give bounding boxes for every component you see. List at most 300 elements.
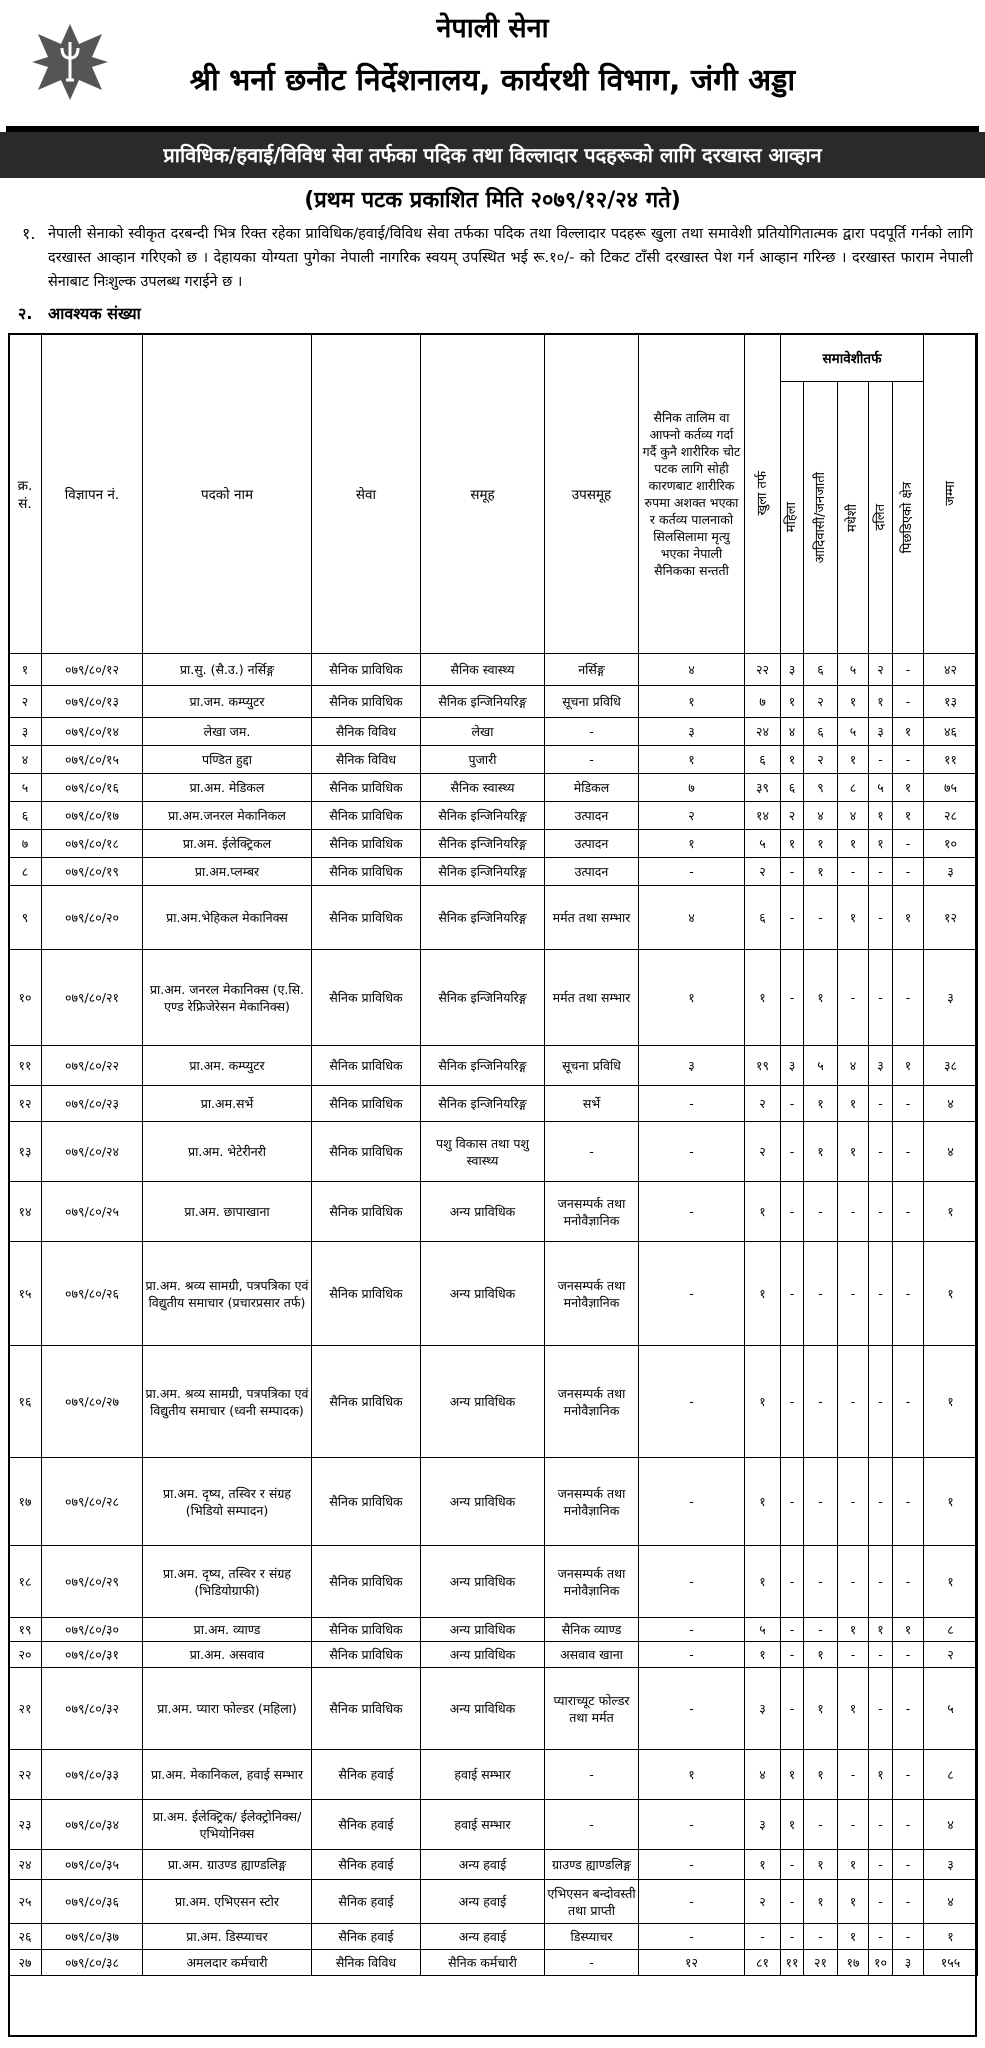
cell-dalit: - (869, 1924, 893, 1950)
cell-madhesi: १ (838, 746, 869, 774)
cell-madhesi: - (838, 1346, 869, 1458)
cell-post: प्रा.अम.भेहिकल मेकानिक्स (143, 886, 312, 950)
cell-sn: २१ (9, 1668, 42, 1750)
table-row (9, 1618, 978, 1642)
cell-adivasi: - (804, 1182, 838, 1242)
cell-sn: ११ (9, 1046, 42, 1086)
cell-post: प्रा.अम.जनरल मेकानिकल (143, 802, 312, 830)
cell-post: प्रा.अम. जनरल मेकानिक्स (ए.सि. एण्ड रेफ्रिजेरेसन मेकानिक्स) (143, 950, 312, 1046)
cell-backward: - (893, 1924, 924, 1950)
cell-group: अन्य प्राविधिक (421, 1242, 545, 1346)
cell-women: - (781, 1122, 804, 1182)
cell-group: सैनिक इन्जिनियरिङ्ग (421, 1086, 545, 1122)
cell-backward: - (893, 1458, 924, 1546)
cell-note: १ (639, 950, 745, 1046)
cell-dalit: - (869, 1546, 893, 1618)
cell-dalit: - (869, 1800, 893, 1850)
cell-subgroup: उत्पादन (545, 802, 639, 830)
cell-note: - (639, 1642, 745, 1668)
cell-adivasi: १ (804, 1850, 838, 1880)
cell-adivasi: - (804, 1800, 838, 1850)
cell-subgroup: - (545, 1800, 639, 1850)
table-row (9, 1750, 978, 1800)
cell-advt: ०७९/८०/३६ (42, 1880, 143, 1924)
cell-madhesi: १ (838, 1668, 869, 1750)
cell-sn: ३ (9, 718, 42, 746)
cell-total: १ (924, 1346, 978, 1458)
cell-adivasi: ५ (804, 1046, 838, 1086)
cell-group: अन्य प्राविधिक (421, 1546, 545, 1618)
cell-madhesi: - (838, 1182, 869, 1242)
cell-open: - (745, 1924, 781, 1950)
cell-adivasi: - (804, 1618, 838, 1642)
table-row (9, 1122, 978, 1182)
table-row (9, 654, 978, 686)
cell-advt: ०७९/८०/२५ (42, 1182, 143, 1242)
cell-women: - (781, 1086, 804, 1122)
cell-subgroup: - (545, 746, 639, 774)
cell-group: अन्य हवाई (421, 1924, 545, 1950)
cell-subgroup: मर्मत तथा सम्भार (545, 950, 639, 1046)
cell-sn: ७ (9, 830, 42, 858)
vacancy-table (8, 333, 978, 1976)
cell-post: अमलदार कर्मचारी (143, 1950, 312, 1976)
cell-madhesi: १ (838, 1086, 869, 1122)
cell-advt: ०७९/८०/२४ (42, 1122, 143, 1182)
cell-advt: ०७९/८०/३८ (42, 1950, 143, 1976)
cell-adivasi: - (804, 1458, 838, 1546)
cell-note: १ (639, 746, 745, 774)
cell-women: १ (781, 1800, 804, 1850)
cell-dalit: - (869, 1182, 893, 1242)
cell-service: सैनिक प्राविधिक (312, 1458, 421, 1546)
cell-group: सैनिक इन्जिनियरिङ्ग (421, 1046, 545, 1086)
cell-adivasi: २ (804, 746, 838, 774)
cell-group: अन्य प्राविधिक (421, 1346, 545, 1458)
cell-total: १ (924, 1242, 978, 1346)
cell-service: सैनिक हवाई (312, 1800, 421, 1850)
cell-advt: ०७९/८०/३२ (42, 1668, 143, 1750)
section-title: आवश्यक संख्या (48, 304, 141, 323)
cell-subgroup: जनसम्पर्क तथा मनोवैज्ञानिक (545, 1346, 639, 1458)
cell-women: १ (781, 686, 804, 718)
cell-adivasi: - (804, 886, 838, 950)
cell-post: प्रा.अम. दृष्य, तस्विर र संग्रह (भिडियोग्राफी) (143, 1546, 312, 1618)
cell-advt: ०७९/८०/२९ (42, 1546, 143, 1618)
cell-open: २ (745, 1122, 781, 1182)
cell-advt: ०७९/८०/३७ (42, 1924, 143, 1950)
cell-note: - (639, 1346, 745, 1458)
cell-sn: ८ (9, 858, 42, 886)
cell-women: १ (781, 830, 804, 858)
table-row (9, 1850, 978, 1880)
cell-note: ४ (639, 654, 745, 686)
cell-dalit: - (869, 950, 893, 1046)
cell-post: प्रा.अम. ईलेक्ट्रिकल (143, 830, 312, 858)
cell-group: अन्य प्राविधिक (421, 1182, 545, 1242)
cell-madhesi: - (838, 1458, 869, 1546)
cell-note: १२ (639, 1950, 745, 1976)
cell-subgroup: जनसम्पर्क तथा मनोवैज्ञानिक (545, 1546, 639, 1618)
cell-dalit: २ (869, 654, 893, 686)
cell-post: प्रा.अम. भेटेरीनरी (143, 1122, 312, 1182)
col-header-dalit-text: दलित (872, 504, 888, 531)
cell-note: १ (639, 1750, 745, 1800)
cell-post: प्रा.अम. एभिएसन स्टोर (143, 1880, 312, 1924)
cell-madhesi: - (838, 1750, 869, 1800)
cell-backward: - (893, 1668, 924, 1750)
cell-note: - (639, 1182, 745, 1242)
col-header-total-text: जम्मा (942, 481, 958, 506)
cell-note: - (639, 1618, 745, 1642)
cell-open: २ (745, 858, 781, 886)
cell-backward: - (893, 686, 924, 718)
col-header-advt: विज्ञापन नं. (42, 334, 143, 654)
cell-adivasi: १ (804, 1668, 838, 1750)
cell-total: १ (924, 1458, 978, 1546)
cell-advt: ०७९/८०/३४ (42, 1800, 143, 1850)
cell-madhesi: ५ (838, 654, 869, 686)
cell-madhesi: ८ (838, 774, 869, 802)
cell-open: ३ (745, 1668, 781, 1750)
cell-madhesi: ५ (838, 718, 869, 746)
col-header-dalit (869, 382, 893, 654)
cell-advt: ०७९/८०/२७ (42, 1346, 143, 1458)
org-name-line1: नेपाली सेना (436, 13, 549, 44)
cell-adivasi: - (804, 1546, 838, 1618)
cell-group: सैनिक स्वास्थ्य (421, 654, 545, 686)
cell-madhesi: - (838, 950, 869, 1046)
cell-subgroup: डिस्प्याचर (545, 1924, 639, 1950)
cell-advt: ०७९/८०/२६ (42, 1242, 143, 1346)
cell-backward: १ (893, 1618, 924, 1642)
cell-subgroup: सूचना प्रविधि (545, 686, 639, 718)
cell-service: सैनिक प्राविधिक (312, 1546, 421, 1618)
cell-women: - (781, 1182, 804, 1242)
cell-sn: २० (9, 1642, 42, 1668)
col-header-inclusive: समावेशीतर्फ (781, 334, 924, 382)
cell-open: १४ (745, 802, 781, 830)
cell-advt: ०७९/८०/१७ (42, 802, 143, 830)
cell-sn: १२ (9, 1086, 42, 1122)
cell-open: १ (745, 1642, 781, 1668)
cell-service: सैनिक प्राविधिक (312, 686, 421, 718)
cell-note: - (639, 1668, 745, 1750)
cell-advt: ०७९/८०/१४ (42, 718, 143, 746)
col-header-madhesi-text: मधेशी (845, 503, 860, 532)
cell-service: सैनिक प्राविधिक (312, 1086, 421, 1122)
cell-backward: - (893, 1642, 924, 1668)
paragraph-number: १. (22, 224, 36, 243)
cell-note: ३ (639, 718, 745, 746)
cell-group: अन्य प्राविधिक (421, 1642, 545, 1668)
table-row (9, 1242, 978, 1346)
cell-adivasi: ४ (804, 802, 838, 830)
cell-group: सैनिक इन्जिनियरिङ्ग (421, 802, 545, 830)
cell-women: ३ (781, 654, 804, 686)
col-header-group: समूह (421, 334, 545, 654)
col-header-post: पदको नाम (143, 334, 312, 654)
cell-advt: ०७९/८०/१९ (42, 858, 143, 886)
cell-women: ६ (781, 774, 804, 802)
cell-madhesi: - (838, 1546, 869, 1618)
cell-total: १ (924, 1182, 978, 1242)
cell-madhesi: १ (838, 686, 869, 718)
cell-madhesi: १ (838, 1618, 869, 1642)
table-row (9, 1668, 978, 1750)
cell-madhesi: १ (838, 886, 869, 950)
cell-adivasi: १ (804, 1750, 838, 1800)
cell-total: २ (924, 1642, 978, 1668)
cell-sn: १९ (9, 1618, 42, 1642)
cell-subgroup: - (545, 1122, 639, 1182)
cell-post: प्रा.जम. कम्प्युटर (143, 686, 312, 718)
cell-women: २ (781, 802, 804, 830)
cell-backward: - (893, 746, 924, 774)
cell-total: १० (924, 830, 978, 858)
table-row (9, 950, 978, 1046)
cell-advt: ०७९/८०/१५ (42, 746, 143, 774)
cell-post: प्रा.अम. व्याण्ड (143, 1618, 312, 1642)
cell-backward: - (893, 1182, 924, 1242)
table-row (9, 1182, 978, 1242)
cell-women: - (781, 1850, 804, 1880)
cell-backward: १ (893, 718, 924, 746)
cell-note: - (639, 1122, 745, 1182)
cell-total: ८ (924, 1618, 978, 1642)
cell-service: सैनिक विविध (312, 1950, 421, 1976)
cell-dalit: - (869, 1242, 893, 1346)
cell-total: ११ (924, 746, 978, 774)
cell-group: अन्य हवाई (421, 1850, 545, 1880)
cell-open: २ (745, 1086, 781, 1122)
cell-sn: १४ (9, 1182, 42, 1242)
cell-backward: १ (893, 774, 924, 802)
col-header-open-text: खुला तर्फ (754, 471, 770, 516)
col-header-open (745, 334, 781, 654)
cell-sn: १ (9, 654, 42, 686)
cell-women: ३ (781, 1046, 804, 1086)
notice-banner: प्राविधिक/हवाई/विविध सेवा तर्फका पदिक तथा विल्लादार पदहरूको लागि दरखास्त आव्हान (0, 132, 985, 178)
cell-group: सैनिक इन्जिनियरिङ्ग (421, 858, 545, 886)
cell-total: १२ (924, 886, 978, 950)
cell-service: सैनिक प्राविधिक (312, 1668, 421, 1750)
cell-women: १ (781, 746, 804, 774)
cell-women: - (781, 1346, 804, 1458)
cell-post: प्रा.अम. मेकानिकल, हवाई सम्भार (143, 1750, 312, 1800)
cell-note: - (639, 1242, 745, 1346)
table-row (9, 1880, 978, 1924)
cell-group: हवाई सम्भार (421, 1750, 545, 1800)
cell-service: सैनिक विविध (312, 718, 421, 746)
table-row (9, 1950, 978, 1976)
col-header-total (924, 334, 978, 654)
cell-post: प्रा.सु. (सै.उ.) नर्सिङ्ग (143, 654, 312, 686)
table-row (9, 858, 978, 886)
cell-advt: ०७९/८०/२१ (42, 950, 143, 1046)
cell-madhesi: ४ (838, 1046, 869, 1086)
table-row (9, 886, 978, 950)
col-header-adivasi (804, 382, 838, 654)
cell-adivasi: १ (804, 858, 838, 886)
col-header-backward-text: पिछडिएको क्षेत्र (900, 481, 915, 554)
cell-subgroup: मेडिकल (545, 774, 639, 802)
cell-sn: १३ (9, 1122, 42, 1182)
cell-subgroup: प्याराच्यूट फोल्डर तथा मर्मत (545, 1668, 639, 1750)
cell-open: १ (745, 1458, 781, 1546)
cell-group: अन्य प्राविधिक (421, 1458, 545, 1546)
cell-sn: १६ (9, 1346, 42, 1458)
cell-service: सैनिक हवाई (312, 1850, 421, 1880)
table-row (9, 718, 978, 746)
cell-post: प्रा.अम. डिस्प्याचर (143, 1924, 312, 1950)
cell-total: ३ (924, 858, 978, 886)
cell-service: सैनिक प्राविधिक (312, 802, 421, 830)
cell-total: ३८ (924, 1046, 978, 1086)
cell-service: सैनिक प्राविधिक (312, 1346, 421, 1458)
cell-madhesi: १ (838, 1850, 869, 1880)
cell-adivasi: ६ (804, 654, 838, 686)
cell-group: अन्य प्राविधिक (421, 1618, 545, 1642)
cell-sn: १८ (9, 1546, 42, 1618)
cell-women: - (781, 1458, 804, 1546)
table-row (9, 830, 978, 858)
cell-sn: १५ (9, 1242, 42, 1346)
cell-adivasi: १ (804, 1122, 838, 1182)
cell-dalit: ३ (869, 1046, 893, 1086)
cell-subgroup: सूचना प्रविधि (545, 1046, 639, 1086)
table-row (9, 1800, 978, 1850)
cell-madhesi: १ (838, 1924, 869, 1950)
cell-total: ४६ (924, 718, 978, 746)
cell-post: प्रा.अम. कम्प्युटर (143, 1046, 312, 1086)
cell-backward: - (893, 830, 924, 858)
cell-adivasi: १ (804, 830, 838, 858)
cell-post: प्रा.अम. प्यारा फोल्डर (महिला) (143, 1668, 312, 1750)
cell-subgroup: सर्भे (545, 1086, 639, 1122)
cell-note: - (639, 1850, 745, 1880)
col-header-subgroup: उपसमूह (545, 334, 639, 654)
cell-backward: - (893, 1086, 924, 1122)
cell-sn: १० (9, 950, 42, 1046)
cell-backward: - (893, 1122, 924, 1182)
cell-note: - (639, 1924, 745, 1950)
cell-note: - (639, 1086, 745, 1122)
cell-subgroup: नर्सिङ्ग (545, 654, 639, 686)
cell-note: - (639, 1546, 745, 1618)
cell-service: सैनिक प्राविधिक (312, 830, 421, 858)
cell-backward: १ (893, 802, 924, 830)
cell-service: सैनिक प्राविधिक (312, 1642, 421, 1668)
cell-dalit: - (869, 1122, 893, 1182)
cell-total: ४ (924, 1086, 978, 1122)
cell-madhesi: १ (838, 830, 869, 858)
cell-sn: २४ (9, 1850, 42, 1880)
cell-service: सैनिक प्राविधिक (312, 1242, 421, 1346)
cell-advt: ०७९/८०/२० (42, 886, 143, 950)
cell-total: ७५ (924, 774, 978, 802)
table-row (9, 1086, 978, 1122)
cell-service: सैनिक प्राविधिक (312, 1122, 421, 1182)
cell-adivasi: १ (804, 950, 838, 1046)
cell-total: ३ (924, 1850, 978, 1880)
cell-total: ४ (924, 1880, 978, 1924)
cell-note: ७ (639, 774, 745, 802)
cell-dalit: - (869, 1346, 893, 1458)
cell-sn: २२ (9, 1750, 42, 1800)
cell-open: ५ (745, 830, 781, 858)
cell-madhesi: - (838, 1242, 869, 1346)
cell-adivasi: १ (804, 1880, 838, 1924)
cell-backward: ३ (893, 1950, 924, 1976)
paragraph-text: नेपाली सेनाको स्वीकृत दरबन्दी भित्र रिक्त रहेका प्राविधिक/हवाई/विविध सेवा तर्फका पदिक तथा विल्लादार पदहरू खुला तथा समावेशी प्रतियोगितात्मक द्वारा पदपूर्ति गर्नको लागि दरखास्त आव्हान गरिएको छ । देहायका योग्यता पुगेका नेपाली नागरिक स्वयम् उपस्थित भई रू.१०/- को टिकट टाँसी दरखास्त पेश गर्न आव्हान गरिन्छ । दरखास्त फाराम नेपाली सेनाबाट निःशुल्क उपलब्ध गराईने छ । (48, 226, 973, 290)
cell-post: लेखा जम. (143, 718, 312, 746)
cell-dalit: ५ (869, 774, 893, 802)
table-row (9, 746, 978, 774)
cell-backward: - (893, 1546, 924, 1618)
cell-backward: - (893, 1800, 924, 1850)
cell-total: ४ (924, 1800, 978, 1850)
cell-adivasi: - (804, 1346, 838, 1458)
cell-group: सैनिक इन्जिनियरिङ्ग (421, 886, 545, 950)
cell-subgroup: सैनिक व्याण्ड (545, 1618, 639, 1642)
cell-service: सैनिक विविध (312, 746, 421, 774)
cell-sn: २३ (9, 1800, 42, 1850)
cell-open: १९ (745, 1046, 781, 1086)
col-header-sn: क्र. सं. (9, 334, 42, 654)
cell-total: १५५ (924, 1950, 978, 1976)
cell-sn: ४ (9, 746, 42, 774)
cell-group: सैनिक इन्जिनियरिङ्ग (421, 950, 545, 1046)
cell-backward: - (893, 1880, 924, 1924)
cell-adivasi: २१ (804, 1950, 838, 1976)
cell-total: १३ (924, 686, 978, 718)
cell-dalit: - (869, 886, 893, 950)
cell-women: - (781, 950, 804, 1046)
cell-dalit: - (869, 1668, 893, 1750)
cell-women: - (781, 1618, 804, 1642)
cell-group: अन्य हवाई (421, 1880, 545, 1924)
cell-adivasi: ९ (804, 774, 838, 802)
cell-subgroup: मर्मत तथा सम्भार (545, 886, 639, 950)
cell-advt: ०७९/८०/१८ (42, 830, 143, 858)
cell-dalit: - (869, 1850, 893, 1880)
table-row (9, 1346, 978, 1458)
cell-total: ८ (924, 1750, 978, 1800)
table-row (9, 1546, 978, 1618)
cell-backward: - (893, 1750, 924, 1800)
cell-dalit: - (869, 1880, 893, 1924)
col-header-women (781, 382, 804, 654)
col-header-backward (893, 382, 924, 654)
cell-women: - (781, 858, 804, 886)
cell-backward: १ (893, 1046, 924, 1086)
cell-post: प्रा.अम.प्लम्बर (143, 858, 312, 886)
cell-post: प्रा.अम. ग्राउण्ड ह्याण्डलिङ्ग (143, 1850, 312, 1880)
cell-advt: ०७९/८०/३३ (42, 1750, 143, 1800)
cell-group: पशु विकास तथा पशु स्वास्थ्य (421, 1122, 545, 1182)
cell-total: १ (924, 1546, 978, 1618)
cell-group: सैनिक इन्जिनियरिङ्ग (421, 830, 545, 858)
table-body (9, 654, 978, 1976)
cell-subgroup: - (545, 718, 639, 746)
cell-open: ३ (745, 1800, 781, 1850)
cell-note: - (639, 1800, 745, 1850)
cell-adivasi: - (804, 1242, 838, 1346)
cell-backward: - (893, 1242, 924, 1346)
cell-service: सैनिक प्राविधिक (312, 1046, 421, 1086)
table-row (9, 1458, 978, 1546)
